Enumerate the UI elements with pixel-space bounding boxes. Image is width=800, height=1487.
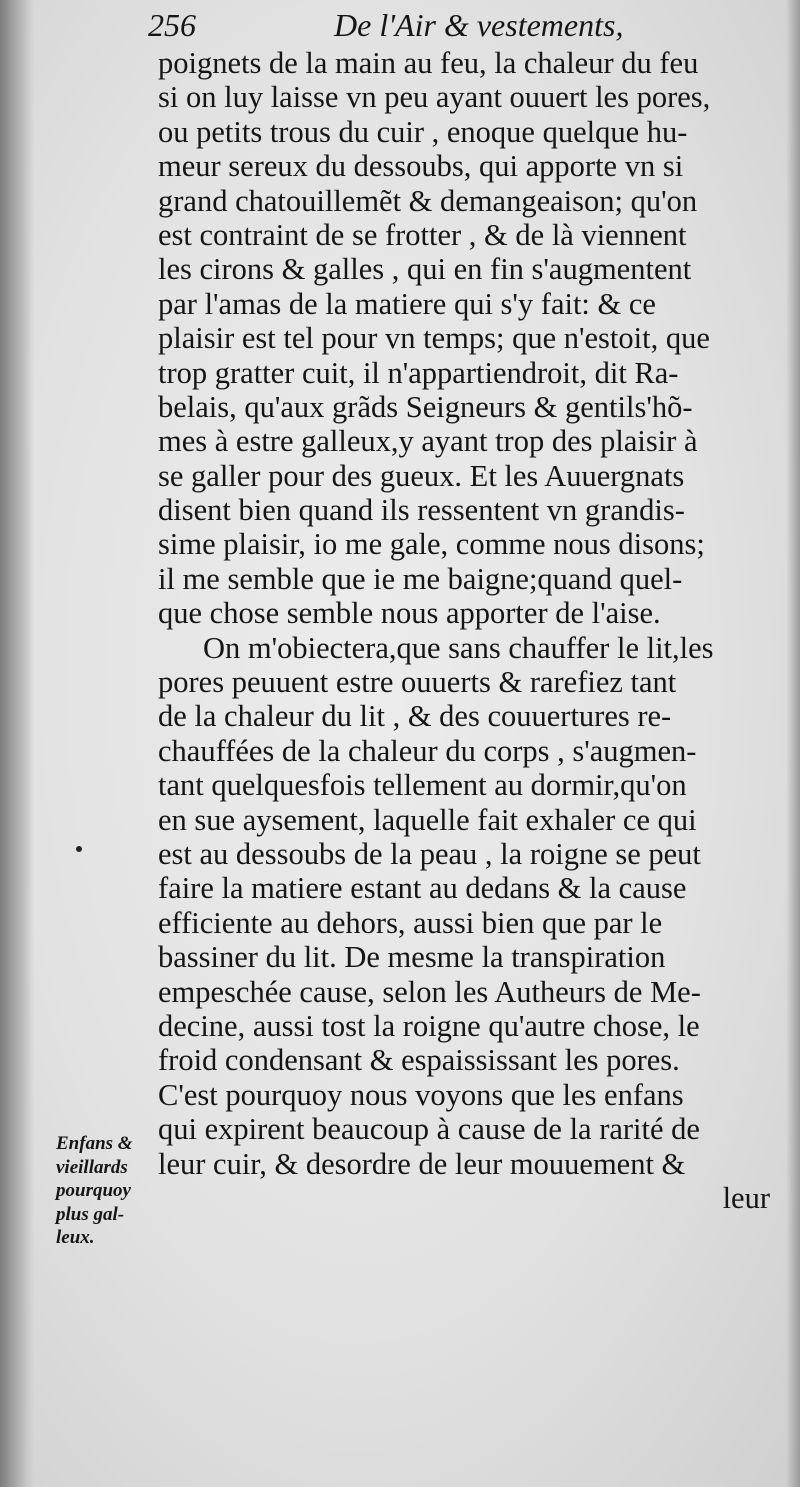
ink-speck xyxy=(76,846,82,852)
margin-note xyxy=(56,1132,160,1250)
text-line: C'est pourquoy nous voyons que les enfans xyxy=(158,1077,684,1112)
text-line: disent bien quand ils ressentent vn grandis- xyxy=(158,493,685,528)
text-line: est au dessoubs de la peau , la roigne se peut xyxy=(158,836,701,871)
text-line: trop gratter cuit, il n'appartiendroit, dit Ra- xyxy=(158,355,679,390)
text-line: si on luy laisse vn peu ayant ouuert les pores, xyxy=(158,80,711,115)
text-line: froid condensant & espaississant les pores. xyxy=(158,1043,680,1078)
text-line: empeschée cause, selon les Autheurs de Me- xyxy=(158,974,701,1009)
text-line: leur cuir, & desordre de leur mouuement & xyxy=(158,1146,686,1181)
text-line: mes à estre galleux,y ayant trop des plaisir à xyxy=(158,424,698,459)
text-line: grand chatouillemẽt & demangeaison; qu'on xyxy=(158,183,698,218)
text-line: poignets de la main au feu, la chaleur du feu xyxy=(158,46,699,80)
text-line: est contraint de se frotter , & de là viennent xyxy=(158,217,687,252)
text-line: les cirons & galles , qui en fin s'augmentent xyxy=(158,252,692,287)
paragraph-start-line: On m'obiectera,que sans chauffer le lit,les xyxy=(203,630,714,665)
text-line: plaisir est tel pour vn temps; que n'estoit, que xyxy=(158,321,710,356)
text-line: en sue aysement, laquelle fait exhaler ce qui xyxy=(158,802,697,837)
page-number: 256 xyxy=(148,7,196,43)
margin-note-line: vieillards xyxy=(56,1156,128,1178)
margin-note-line: leux. xyxy=(56,1227,95,1248)
text-line: chauffées de la chaleur du corps , s'augmen- xyxy=(158,733,697,768)
text-line: par l'amas de la matiere qui s'y fait: & ce xyxy=(158,286,656,321)
text-line: faire la matiere estant au dedans & la cause xyxy=(158,871,687,906)
text-line: de la chaleur du lit , & des couuertures re- xyxy=(158,699,672,734)
binding-gutter-shadow xyxy=(0,0,34,1487)
body-text xyxy=(158,46,770,1215)
running-title: De l'Air & vestements, xyxy=(334,7,624,43)
text-line: qui expirent beaucoup à cause de la rarité de xyxy=(158,1112,700,1147)
text-line: bassiner du lit. De mesme la transpiration xyxy=(158,940,666,975)
text-line: meur sereux du dessoubs, qui apporte vn si xyxy=(158,149,684,184)
margin-note-line: plus gal- xyxy=(56,1203,125,1225)
margin-note-line: Enfans & xyxy=(56,1133,133,1154)
text-line: tant quelquesfois tellement au dormir,qu'on xyxy=(158,768,687,803)
text-line: pores peuuent estre ouuerts & rarefiez tant xyxy=(158,665,677,700)
text-line: sime plaisir, io me gale, comme nous disons; xyxy=(158,527,705,562)
page-header xyxy=(148,2,768,48)
text-line: efficiente au dehors, aussi bien que par le xyxy=(158,905,663,940)
text-line: il me semble que ie me baigne;quand quel- xyxy=(158,561,683,596)
text-line: belais, qu'aux grãds Seigneurs & gentils'hõ- xyxy=(158,389,693,424)
text-line: decine, aussi tost la roigne qu'autre chose, le xyxy=(158,1008,700,1043)
text-line: ou petits trous du cuir , enoque quelque hu- xyxy=(158,114,688,149)
text-line: se galler pour des gueux. Et les Auuergnats xyxy=(158,458,685,493)
page-edge-shadow xyxy=(786,0,800,1487)
catchword: leur xyxy=(722,1180,770,1215)
text-line: que chose semble nous apporter de l'aise. xyxy=(158,596,661,631)
margin-note-line: pourquoy xyxy=(56,1180,131,1201)
